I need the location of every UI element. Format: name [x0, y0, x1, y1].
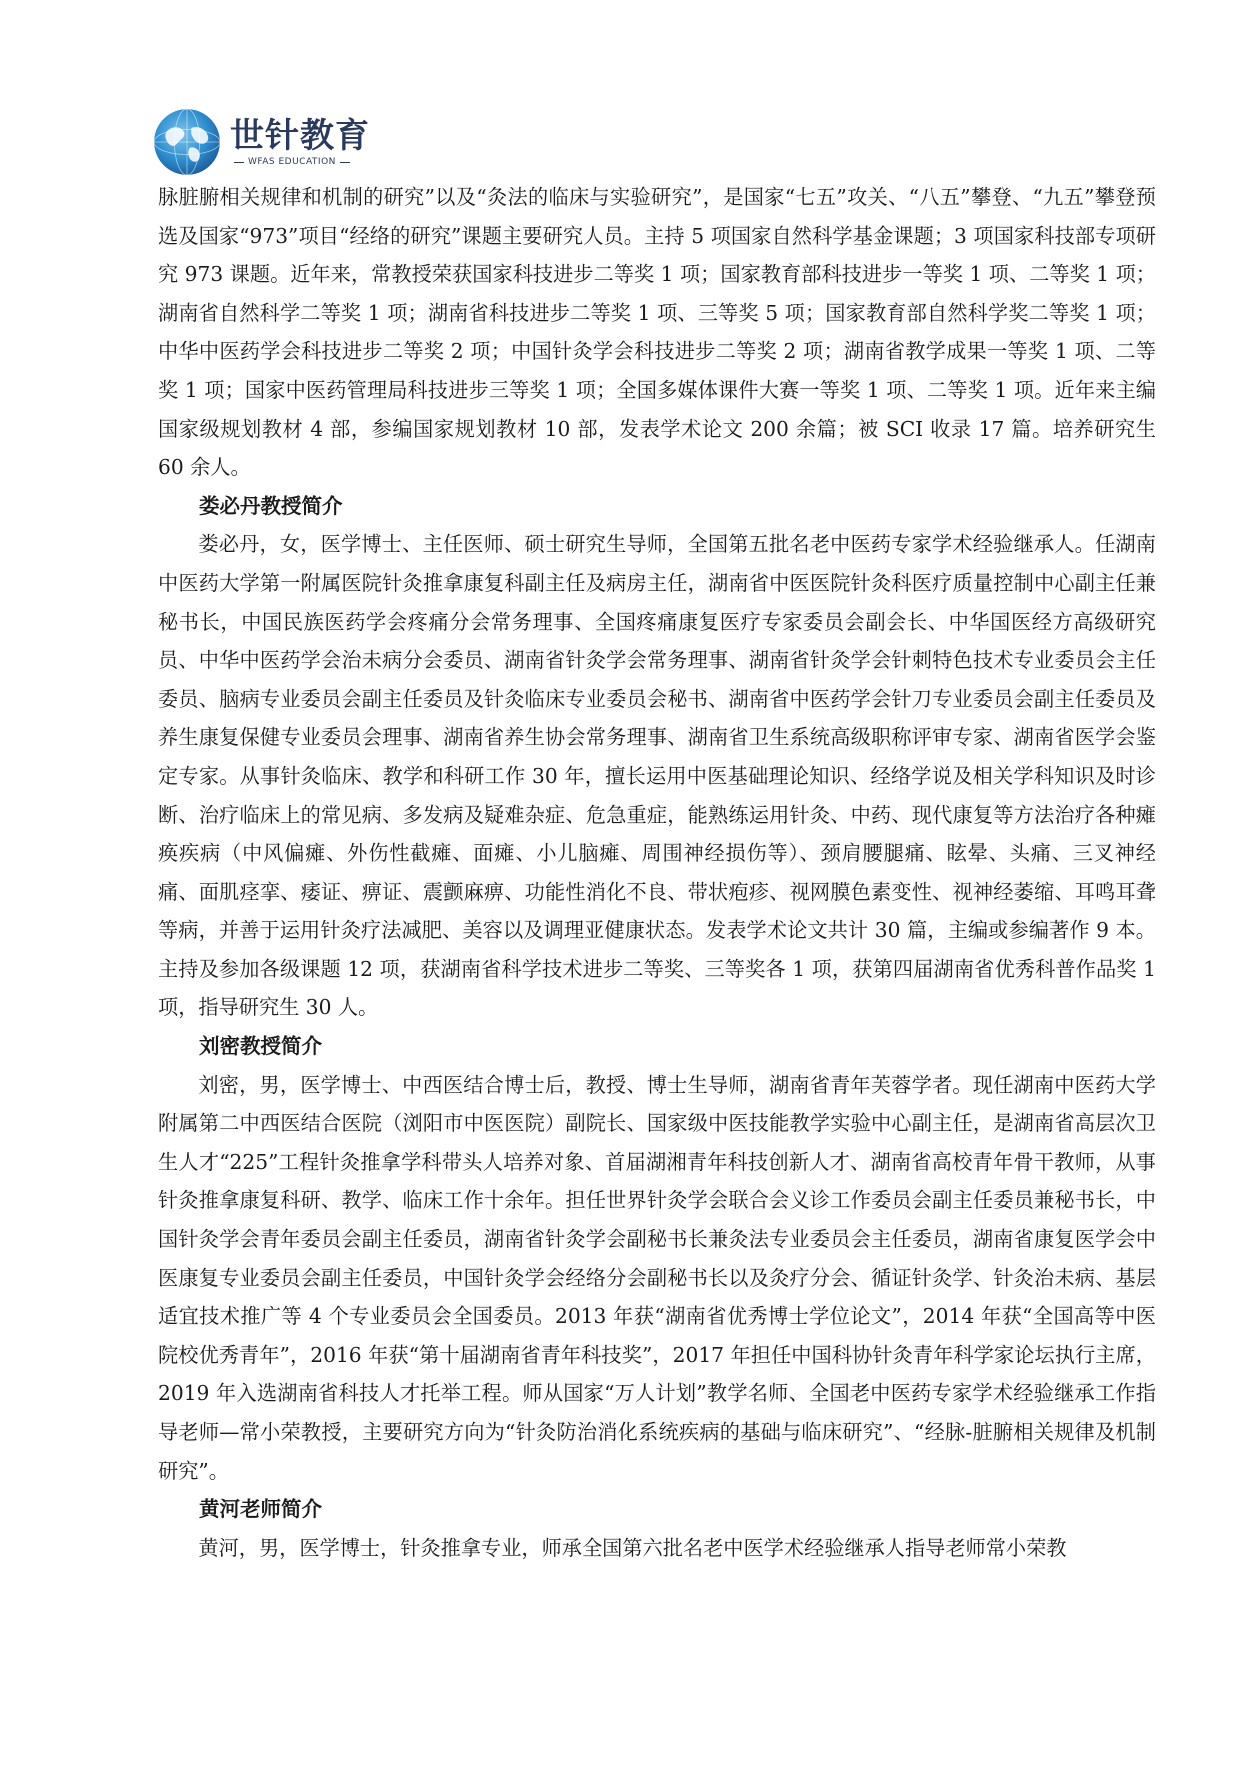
logo-subtitle-row: [230, 156, 354, 168]
logo-rule-right: [340, 162, 350, 163]
section-paragraph-liu: 刘密，男，医学博士、中西医结合博士后，教授、博士生导师，湖南省青年芙蓉学者。现任湖南中医药大学附属第二中西医结合医院（浏阳市中医医院）副院长、国家级中医技能教学实验中心副主任，是湖南省高层次卫生人才“225”工程针灸推拿学科带头人培养对象、首届湖湘青年科技创新人才、湖南省高校青年骨干教师，从事针灸推拿康复科研、教学、临床工作十余年。担任世界针灸学会联合会义诊工作委员会副主任委员兼秘书长，中国针灸学会青年委员会副主任委员，湖南省针灸学会副秘书长兼灸法专业委员会主任委员，湖南省康复医学会中医康复专业委员会副主任委员，中国针灸学会经络分会副秘书长以及灸疗分会、循证针灸学、针灸治未病、基层适宜技术推广等 4 个专业委员会全国委员。2013 年获“湖南省优秀博士学位论文”，2014 年获“全国高等中医院校优秀青年”，2016 年获“第十届湖南省青年科技奖”，2017 年担任中国科协针灸青年科学家论坛执行主席，2019 年入选湖南省科技人才托举工程。师从国家“万人计划”教学名师、全国老中医药专家学术经验继承工作指导老师—常小荣教授，主要研究方向为“针灸防治消化系统疾病的基础与临床研究”、“经脉-脏腑相关规律及机制研究”。: [158, 1072, 1156, 1483]
globe-logo-icon: [152, 107, 222, 177]
section-heading-lou: 娄必丹教授简介: [199, 493, 343, 518]
section-heading-liu: 刘密教授简介: [199, 1034, 322, 1059]
header-logo: [152, 104, 370, 180]
section-paragraph-lou: 娄必丹，女，医学博士、主任医师、硕士研究生导师，全国第五批名老中医药专家学术经验继承人。任湖南中医药大学第一附属医院针灸推拿康复科副主任及病房主任，湖南省中医医院针灸科医疗质量控制中心副主任兼秘书长，中国民族医药学会疼痛分会常务理事、全国疼痛康复医疗专家委员会副会长、中华国医经方高级研究员、中华中医药学会治未病分会委员、湖南省针灸学会常务理事、湖南省针灸学会针刺特色技术专业委员会主任委员、脑病专业委员会副主任委员及针灸临床专业委员会秘书、湖南省中医药学会针刀专业委员会副主任委员及养生康复保健专业委员会理事、湖南省养生协会常务理事、湖南省卫生系统高级职称评审专家、湖南省医学会鉴定专家。从事针灸临床、教学和科研工作 30 年，擅长运用中医基础理论知识、经络学说及相关学科知识及时诊断、治疗临床上的常见病、多发病及疑难杂症、危急重症，能熟练运用针灸、中药、现代康复等方法治疗各种瘫痪疾病（中风偏瘫、外伤性截瘫、面瘫、小儿脑瘫、周围神经损伤等）、颈肩腰腿痛、眩晕、头痛、三叉神经痛、面肌痉挛、痿证、痹证、震颤麻痹、功能性消化不良、带状疱疹、视网膜色素变性、视神经萎缩、耳鸣耳聋等病，并善于运用针灸疗法减肥、美容以及调理亚健康状态。发表学术论文共计 30 篇，主编或参编著作 9 本。主持及参加各级课题 12 项，获湖南省科学技术进步二等奖、三等奖各 1 项，获第四届湖南省优秀科普作品奖 1 项，指导研究生 30 人。: [158, 532, 1156, 1020]
logo-subtitle: WFAS EDUCATION: [248, 157, 336, 167]
intro-paragraph: 脉脏腑相关规律和机制的研究”以及“灸法的临床与实验研究”，是国家“七五”攻关、“八五”攀登、“九五”攀登预选及国家“973”项目“经络的研究”课题主要研究人员。主持 5 项国家自然科学基金课题；3 项国家科技部专项研究 973 课题。近年来，常教授荣获国家科技进步二等奖 1 项；国家教育部科技进步一等奖 1 项、二等奖 1 项；湖南省自然科学二等奖 1 项；湖南省科技进步二等奖 1 项、三等奖 5 项；国家教育部自然科学奖二等奖 1 项；中华中医药学会科技进步二等奖 2 项；中国针灸学会科技进步二等奖 2 项；湖南省教学成果一等奖 1 项、二等奖 1 项；国家中医药管理局科技进步三等奖 1 项；全国多媒体课件大赛一等奖 1 项、二等奖 1 项。近年来主编国家级规划教材 4 部，参编国家规划教材 10 部，发表学术论文 200 余篇；被 SCI 收录 17 篇。培养研究生 60 余人。: [158, 185, 1156, 480]
document-body: [158, 178, 1156, 1567]
logo-rule-left: [234, 162, 244, 163]
section-paragraph-huang: 黄河，男，医学博士，针灸推拿专业，师承全国第六批名老中医学术经验继承人指导老师常小荣教: [198, 1535, 1067, 1560]
logo-title: 世针教育: [230, 116, 370, 156]
section-heading-huang: 黄河老师简介: [199, 1497, 322, 1522]
logo-text: [230, 116, 370, 168]
